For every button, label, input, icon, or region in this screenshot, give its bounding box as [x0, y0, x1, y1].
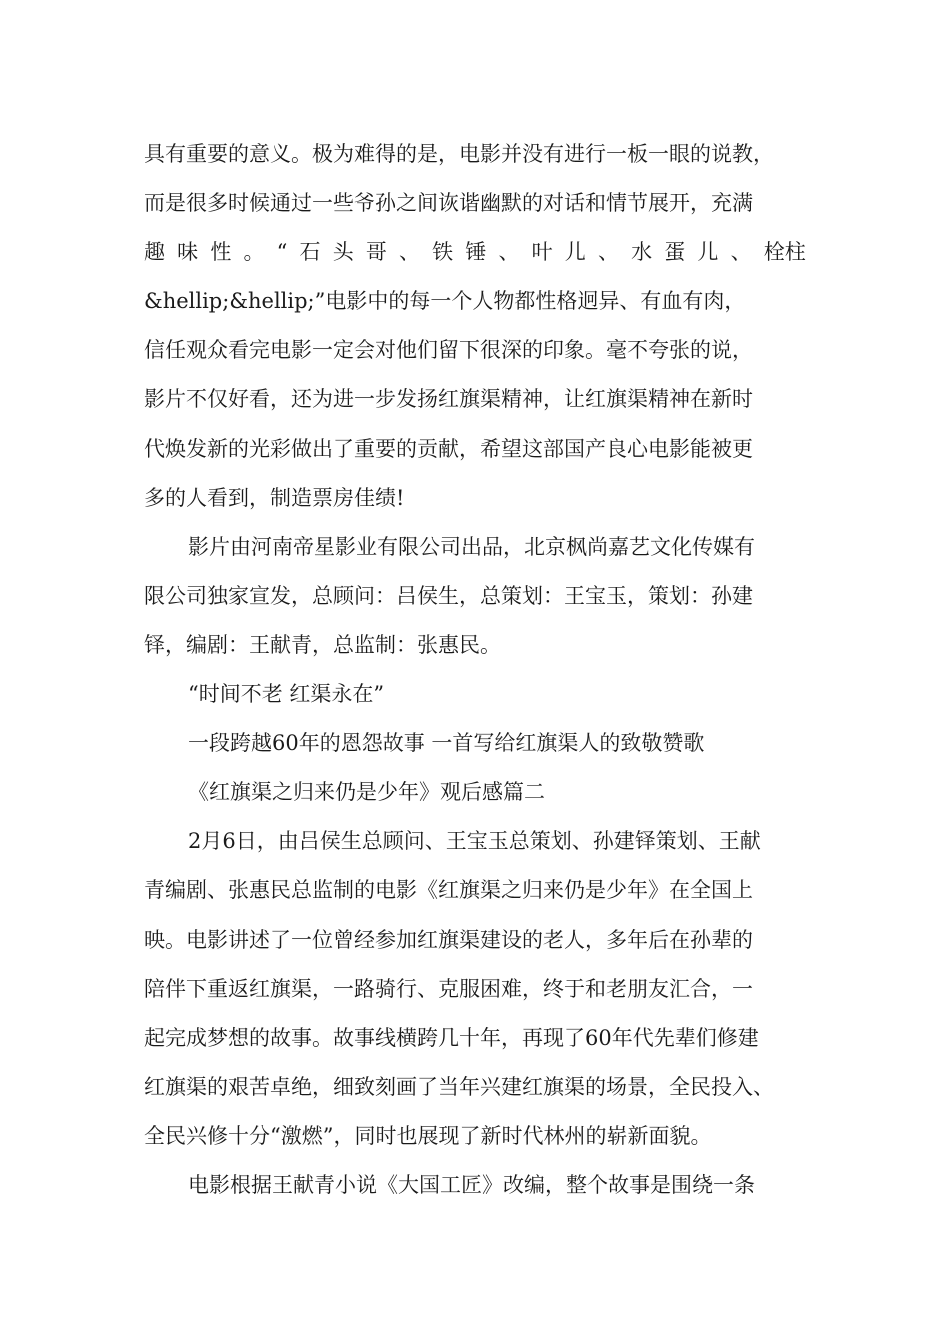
spaced-char: 、: [730, 240, 752, 265]
text-line: 映。电影讲述了一位曾经参加红旗渠建设的老人，多年后在孙辈的: [144, 927, 753, 952]
text-line: 电影根据王献青小说《大国工匠》改编，整个故事是围绕一条: [188, 1172, 755, 1197]
text-line: 限公司独家宣发，总顾问：吕侯生，总策划：王宝玉，策划：孙建: [144, 583, 753, 608]
spaced-char: 。: [243, 240, 265, 265]
text-line: “时间不老 红渠永在”: [188, 682, 385, 707]
spaced-char: 叶: [531, 240, 553, 265]
spaced-char: 水: [631, 240, 653, 265]
text-line: 红旗渠的艰苦卓绝，细致刻画了当年兴建红旗渠的场景，全民投入、: [144, 1074, 774, 1099]
text-line: &hellip;&hellip;”电影中的每一个人物都性格迥异、有血有肉，: [144, 289, 746, 314]
spaced-char: 味: [177, 240, 199, 265]
text-line: 影片由河南帝星影业有限公司出品，北京枫尚嘉艺文化传媒有: [188, 534, 755, 559]
text-line: 青编剧、张惠民总监制的电影《红旗渠之归来仍是少年》在全国上: [144, 878, 753, 903]
spaced-char: 、: [597, 240, 619, 265]
spaced-char: 石: [299, 240, 321, 265]
text-line-spaced: [144, 228, 806, 277]
text-line: 一段跨越60年的恩怨故事 一首写给红旗渠人的致敬赞歌: [188, 731, 705, 756]
spaced-char: 锤: [465, 240, 487, 265]
spaced-char: 铁: [432, 240, 454, 265]
text-line: 而是很多时候通过一些爷孙之间诙谐幽默的对话和情节展开，充满: [144, 191, 753, 216]
text-line: 2月6日，由吕侯生总顾问、王宝玉总策划、孙建铎策划、王献: [188, 829, 761, 854]
text-line: 具有重要的意义。极为难得的是，电影并没有进行一板一眼的说教，: [144, 142, 774, 166]
text-line: 全民兴修十分“激燃”，同时也展现了新时代林州的崭新面貌。: [144, 1123, 712, 1148]
spaced-char: 蛋: [664, 240, 686, 265]
spaced-char: 栓柱: [763, 240, 806, 265]
text-line: 铎，编剧：王献青，总监制：张惠民。: [144, 632, 501, 657]
document-body: [144, 130, 806, 1210]
spaced-char: 头: [332, 240, 354, 265]
spaced-char: 儿: [564, 240, 586, 265]
spaced-char: 儿: [697, 240, 719, 265]
spaced-char: “: [276, 240, 288, 265]
spaced-char: 、: [498, 240, 520, 265]
text-line: 信任观众看完电影一定会对他们留下很深的印象。毫不夸张的说，: [144, 338, 753, 363]
text-line: 代焕发新的光彩做出了重要的贡献，希望这部国产良心电影能被更: [144, 436, 753, 461]
text-line: 陪伴下重返红旗渠，一路骑行、克服困难，终于和老朋友汇合，一: [144, 976, 753, 1001]
spaced-char: 哥: [365, 240, 387, 265]
text-line: 影片不仅好看，还为进一步发扬红旗渠精神，让红旗渠精神在新时: [144, 387, 753, 412]
text-line: 起完成梦想的故事。故事线横跨几十年，再现了60年代先辈们修建: [144, 1025, 759, 1050]
section-heading: 《红旗渠之归来仍是少年》观后感篇二: [188, 780, 545, 805]
text-line: 多的人看到，制造票房佳绩!: [144, 485, 405, 510]
spaced-char: 趣: [144, 240, 165, 265]
spaced-char: 性: [210, 240, 232, 265]
spaced-char: 、: [399, 240, 420, 265]
